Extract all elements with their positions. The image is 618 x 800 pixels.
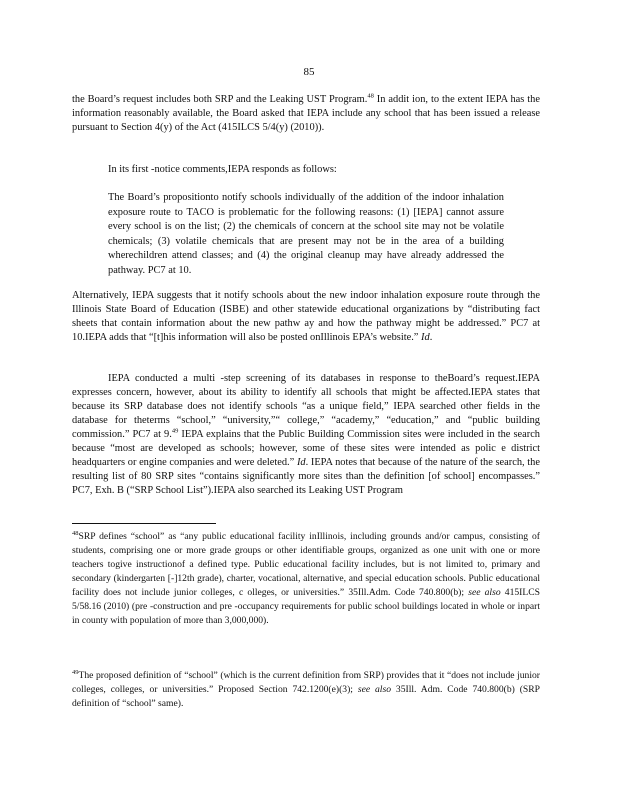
paragraph-3-cite: Id [421, 332, 430, 343]
paragraph-1 [72, 93, 540, 135]
paragraph-3 [72, 289, 540, 345]
footnote-49-number: 49 [72, 668, 79, 676]
paragraph-1-text-b: In addit ion, to the extent IEPA has the information reasonably available, the Board asked that IEPA include any school that has been issued a release pursuant to Section 4(y) of the Act (415ILCS 5/4(y) (2010)). [72, 94, 540, 133]
paragraph-3-text-a: Alternatively, IEPA suggests that it notify schools about the new indoor inhalation exposure route through the Illinois State Board of Education (ISBE) and other statewide educational organizations by “distributing fact sheets that contain information about the new pathw ay and how the pathway might be addressed.” PC7 at 10.IEPA adds that “[t]his information will also be posted onIllinois EPA’s website.” [72, 290, 540, 343]
footnote-48-text-a: SRP defines “school” as “any public educational facility inIllinois, including grounds and/or campus, consisting of students, comprising one or more grade groups or other identifiable groups, organized as one unit with one or more teachers togive instructionof a defined type. Public educational facility includes, but is not limited to, primary and secondary (kindergarten [-]12th grade), charter, vocational, alternative, and special education schools. Public educational facility does not include junior colleges, c olleges, or universities.” 35Ill.Adm. Code 740.800(b); [72, 531, 540, 598]
paragraph-4-cite: Id [296, 457, 306, 468]
footnote-ref-49: 49 [171, 427, 179, 435]
footnote-49 [72, 669, 540, 711]
footnote-48 [72, 530, 540, 628]
footnote-48-see-also: see also [468, 587, 501, 598]
paragraph-3-text-b: . [429, 332, 433, 343]
footnote-48-number: 48 [72, 529, 79, 537]
paragraph-4-text-c: . IEPA notes that because of the nature of the search, the resulting list of 80 SRP sites “contains significantly more sites than the definition [of school] encompasses.” PC7, Exh. B (“SRP School List”).IEPA also searched its Leaking UST Program [72, 457, 540, 496]
footnote-49-text-b: 35Ill. Adm. Code 740.800(b) (SRP definition of “school” same). [72, 684, 540, 709]
footnote-49-text-a: The proposed definition of “school” (which is the current definition from SRP) provides that it “does not include junior colleges, colleges, or universities.” Proposed Section 742.1200(e)(3); [72, 670, 540, 695]
paragraph-1-text-a: the Board’s request includes both SRP and the Leaking UST Program. [72, 94, 368, 105]
paragraph-2: In its first -notice comments,IEPA responds as follows: [108, 164, 337, 175]
footnote-ref-48: 48 [367, 92, 374, 100]
footnote-divider [72, 523, 216, 524]
block-quote: The Board’s propositionto notify schools individually of the addition of the indoor inhalation exposure route to TACO is problematic for the following reasons: (1) [IEPA] cannot assure every school is on the list; (2) the chemicals of concern at the school site may not be volatile chemicals; (3) volatile chemicals that are present may not be in the area of a building wherechildren attend classes; and (4) the original cleanup may have already addressed the pathway. PC7 at 10. [108, 192, 504, 276]
footnote-49-see-also: see also [357, 684, 391, 695]
paragraph-4-text-b: IEPA explains that the Public Building Commission sites were included in the search because “most are developed as schools; however, some of these sites were intended as polic e district headquarters or engine companies and were deleted.” [72, 429, 541, 468]
paragraph-4-text-a: IEPA conducted a multi -step screening of its databases in response to theBoard’s request.IEPA expresses concern, however, about its ability to identify all schools that might be affected.IEPA states that because its SRP database does not identify schools “as a unique field,” IEPA searched other fields in the database for theterms “school,” “university,”“ college,” “academy,” “education,” and “public building commission.” PC7 at 9. [72, 373, 540, 440]
footnote-48-text-b: 415ILCS 5/58.16 (2010) (pre -construction and pre -occupancy requirements for public school buildings located in whole or inpart in county with population of more than 3,000,000). [72, 587, 540, 626]
paragraph-4 [72, 372, 540, 498]
page-number: 85 [303, 66, 315, 78]
